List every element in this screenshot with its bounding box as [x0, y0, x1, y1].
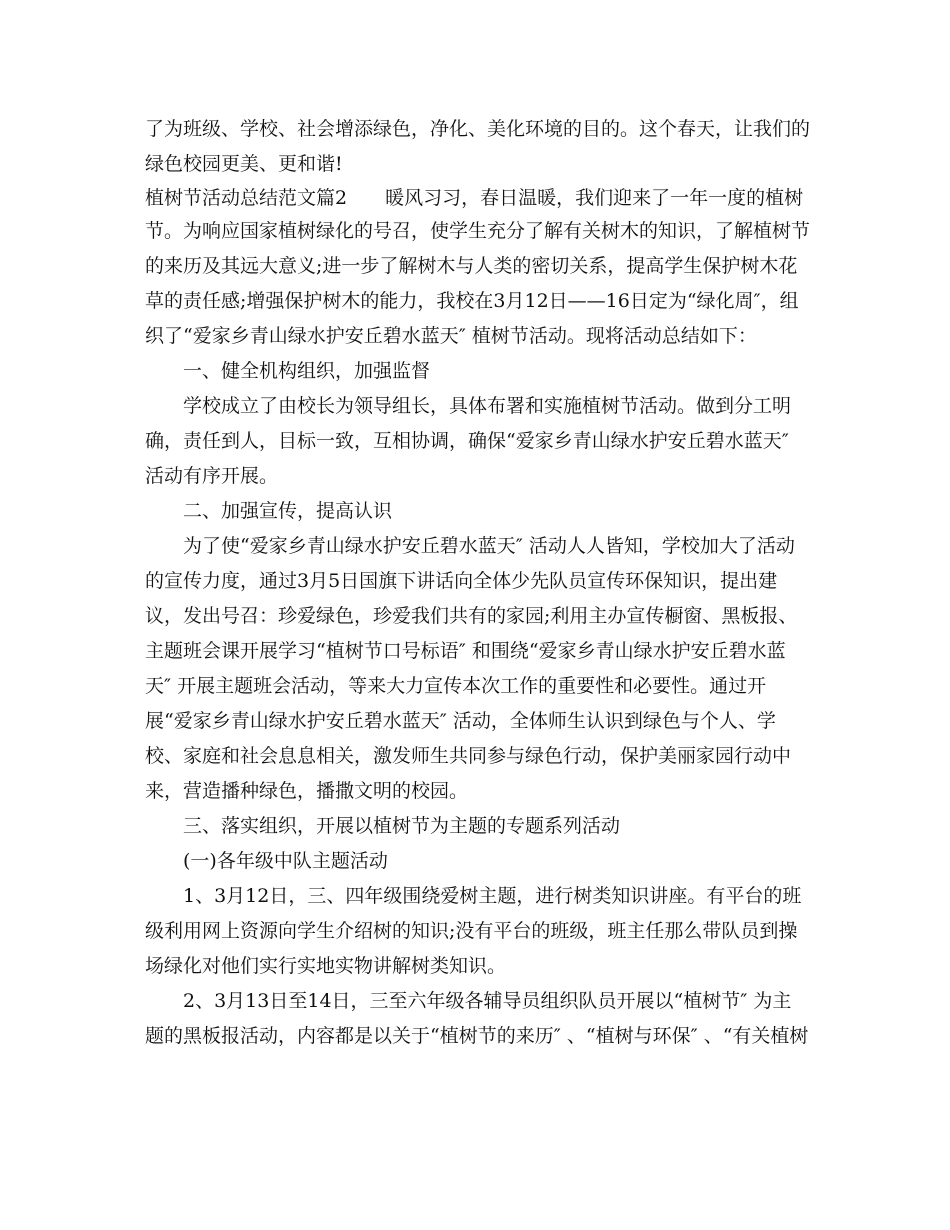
section-title: 植树节活动总结范文篇2: [145, 187, 348, 209]
text-line: 节。为响应国家植树绿化的号召，使学生充分了解有关树木的知识，了解植树节: [145, 220, 811, 242]
text-line: 为了使“爱家乡青山绿水护安丘碧水蓝天″ 活动人人皆知，学校加大了活动: [183, 535, 795, 557]
text-line: 展“爱家乡青山绿水护安丘碧水蓝天″ 活动，全体师生认识到绿色与个人、学: [145, 710, 776, 732]
text-line: 了为班级、学校、社会增添绿色，净化、美化环境的目的。这个春天，让我们的: [145, 118, 811, 140]
document-body: [145, 112, 810, 1054]
section-heading-line: [145, 182, 810, 214]
text-line: 来，营造播种绿色，播撒文明的校园。: [145, 780, 469, 802]
text-line: 草的责任感;增强保护树木的能力，我校在3月12日——16日定为“绿化周″，组: [145, 290, 799, 312]
text-line: 学校成立了由校长为领导组长，具体布署和实施植树节活动。做到分工明: [183, 395, 792, 417]
subheading-1: 一、健全机构组织，加强监督: [183, 360, 431, 382]
text-line: 主题班会课开展学习“植树节口号标语″ 和围绕“爱家乡青山绿水护安丘碧水蓝: [145, 640, 786, 662]
text-line: 级利用网上资源向学生介绍树的知识;没有平台的班级，班主任那么带队员到操: [145, 920, 798, 942]
text-line: 议，发出号召：珍爱绿色，珍爱我们共有的家园;利用主办宣传橱窗、黑板报、: [145, 605, 798, 627]
text-line: 2、3月13日至14日，三至六年级各辅导员组织队员开展以“植树节″ 为主: [183, 990, 792, 1012]
text-line: 的来历及其远大意义;进一步了解树木与人类的密切关系，提高学生保护树木花: [145, 255, 798, 277]
text-line: 天″ 开展主题班会活动，等来大力宣传本次工作的重要性和必要性。通过开: [145, 675, 767, 697]
text-line: 的宣传力度，通过3月5日国旗下讲话向全体少先队员宣传环保知识，提出建: [145, 570, 778, 592]
text-line: 校、家庭和社会息息相关，激发师生共同参与绿色行动，保护美丽家园行动中: [145, 745, 792, 767]
text-line: 织了“爱家乡青山绿水护安丘碧水蓝天″ 植树节活动。现将活动总结如下：: [145, 325, 757, 347]
text-line: 题的黑板报活动，内容都是以关于“植树节的来历″ 、“植树与环保″ 、“有关植树: [145, 1025, 809, 1047]
text-line: 确，责任到人，目标一致，互相协调，确保“爱家乡青山绿水护安丘碧水蓝天″: [145, 430, 789, 452]
text-line: 1、3月12日，三、四年级围绕爱树主题，进行树类知识讲座。有平台的班: [183, 885, 802, 907]
text-line: 场绿化对他们实行实地实物讲解树类知识。: [145, 955, 507, 977]
subheading-3-1: (一)各年级中队主题活动: [183, 850, 388, 872]
text-line: 活动有序开展。: [145, 465, 279, 487]
subheading-2: 二、加强宣传，提高认识: [183, 500, 393, 522]
text-line: 暖风习习，春日温暖，我们迎来了一年一度的植树: [385, 187, 804, 209]
subheading-3: 三、落实组织，开展以植树节为主题的专题系列活动: [183, 815, 621, 837]
text-line: 绿色校园更美、更和谐!: [145, 153, 343, 175]
